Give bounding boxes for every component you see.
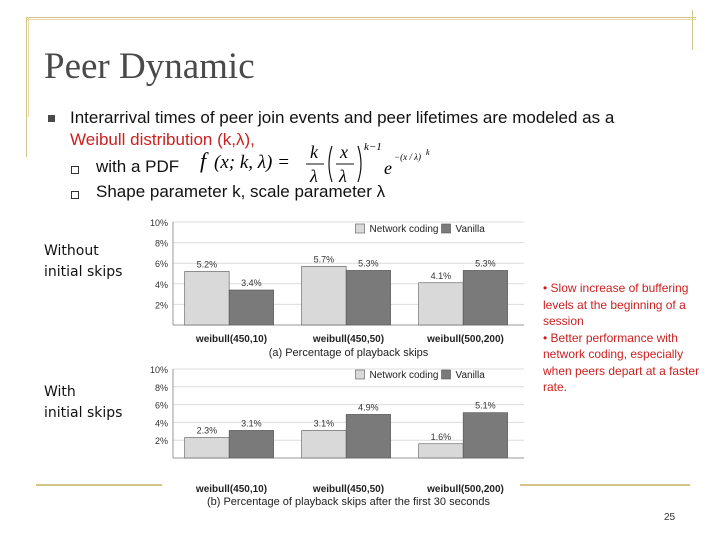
bar-vanilla: [463, 270, 507, 325]
bar-value-label: 3.1%: [241, 418, 262, 429]
formula-e: e: [384, 158, 392, 178]
legend-swatch: [442, 224, 451, 233]
bar-value-label: 5.3%: [358, 258, 379, 269]
top-rule-inner: [26, 19, 696, 20]
category-label: weibull(450,50): [312, 484, 385, 495]
category-label: weibull(500,200): [427, 484, 504, 495]
label-without-line1: Without: [44, 243, 99, 259]
formula-exp: k−1: [364, 141, 382, 153]
bar-network-coding: [419, 444, 463, 458]
formula-lambda-2: λ: [339, 166, 347, 186]
formula-lambda: λ: [310, 166, 318, 186]
legend-swatch: [356, 224, 365, 233]
label-without-initial-skips: [44, 241, 122, 283]
legend-swatch: [356, 370, 365, 379]
bar-vanilla: [463, 413, 507, 458]
category-label: weibull(500,200): [427, 334, 504, 345]
weibull-pdf-formula: [196, 138, 436, 198]
formula-x: x: [340, 142, 348, 162]
chart-title: (a) Percentage of playback skips: [268, 347, 429, 359]
bottom-rule-right: [520, 484, 690, 486]
legend-swatch: [442, 370, 451, 379]
formula-e-exp-k: k: [426, 148, 430, 157]
y-tick-label: 8%: [154, 238, 168, 249]
y-tick-label: 10%: [149, 218, 168, 228]
category-label: weibull(450,50): [312, 334, 385, 345]
formula-k: k: [310, 142, 318, 162]
right-rule: [692, 10, 693, 50]
label-without-line2: initial skips: [44, 264, 123, 280]
category-label: weibull(450,10): [195, 334, 268, 345]
bar-network-coding: [419, 283, 463, 325]
category-label: weibull(450,10): [195, 484, 268, 495]
chart-title: (b) Percentage of playback skips after the first 30 seconds: [206, 496, 491, 508]
y-tick-label: 4%: [154, 279, 168, 290]
left-rule: [26, 17, 27, 157]
bottom-rule-left: [36, 484, 162, 486]
label-with-line2: initial skips: [44, 405, 123, 421]
bar-network-coding: [185, 438, 229, 458]
y-tick-label: 10%: [149, 365, 168, 375]
y-tick-label: 2%: [154, 300, 168, 311]
bar-value-label: 4.9%: [358, 402, 379, 413]
bar-value-label: 5.7%: [313, 254, 335, 265]
left-rule-inner: [28, 17, 29, 117]
slide-title: Peer Dynamic: [44, 46, 255, 87]
bar-vanilla: [229, 290, 273, 325]
legend-label: Vanilla: [455, 224, 485, 235]
y-tick-label: 6%: [154, 400, 168, 411]
sub-bullet-icon: [71, 191, 79, 199]
bar-vanilla: [346, 414, 390, 458]
bar-value-label: 4.1%: [430, 270, 452, 281]
note-1: • Slow increase of buffering levels at the beginning of a session: [543, 281, 689, 328]
y-tick-label: 4%: [154, 418, 168, 429]
playback-skips-charts: [147, 214, 528, 510]
main-bullet-icon: [48, 115, 55, 122]
legend-label: Vanilla: [455, 370, 485, 381]
legend-label: Network coding: [369, 224, 439, 235]
formula-e-exp: −(x / λ): [394, 152, 421, 162]
note-2: • Better performance with network coding, especially when peers depart at a faster rate.: [543, 330, 700, 394]
bar-network-coding: [302, 266, 346, 325]
bar-vanilla: [229, 430, 273, 458]
bar-value-label: 5.3%: [475, 258, 496, 269]
bar-network-coding: [185, 271, 229, 325]
y-tick-label: 6%: [154, 259, 168, 270]
bar-value-label: 5.2%: [196, 259, 218, 270]
y-tick-label: 8%: [154, 382, 168, 393]
formula-args: (x; k, λ) =: [214, 152, 290, 173]
bar-vanilla: [346, 270, 390, 325]
main-bullet-prefix: Interarrival times of peer join events and peer lifetimes are modeled as a: [70, 108, 615, 127]
label-with-initial-skips: [44, 382, 122, 424]
formula-f: f: [200, 148, 207, 173]
y-tick-label: 2%: [154, 436, 168, 447]
bar-value-label: 3.1%: [313, 418, 335, 429]
bar-network-coding: [302, 430, 346, 458]
bar-value-label: 1.6%: [430, 431, 452, 442]
sub-bullet-icon: [71, 166, 79, 174]
bar-value-label: 3.4%: [241, 277, 262, 288]
bar-value-label: 2.3%: [196, 425, 218, 436]
legend-label: Network coding: [369, 370, 439, 381]
label-with-line1: With: [44, 384, 76, 400]
bar-value-label: 5.1%: [475, 400, 496, 411]
page-number: 25: [664, 512, 676, 523]
top-rule: [26, 17, 696, 18]
sub-bullet-pdf: with a PDF: [96, 157, 180, 176]
main-bullet-red: Weibull distribution (k,λ),: [70, 130, 255, 149]
sub-bullet-params: Shape parameter k, scale parameter λ: [96, 182, 386, 201]
notes: [543, 280, 713, 396]
